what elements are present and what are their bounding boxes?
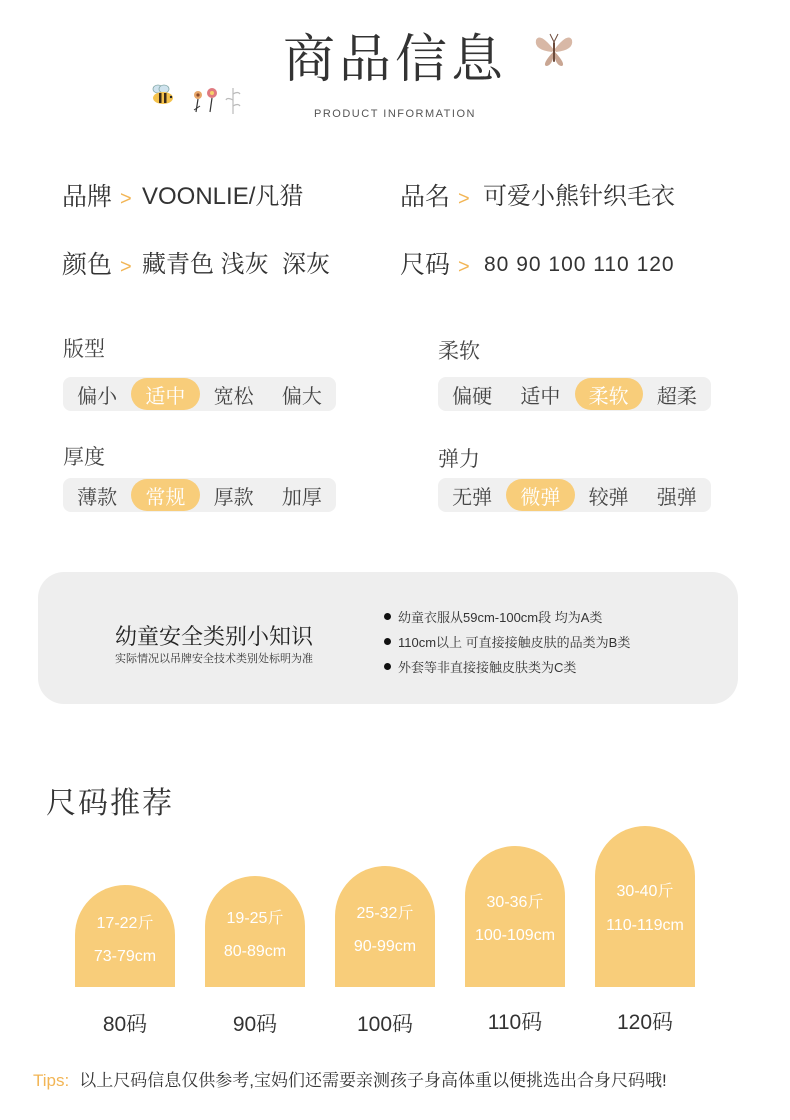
size-height: 73-79cm [93, 948, 157, 965]
attr-title-thickness: 厚度 [63, 446, 105, 469]
page-title: 商品信息 [282, 31, 507, 89]
size-height: 80-89cm [223, 943, 287, 960]
size-weight: 25-32斤 [356, 905, 414, 922]
bee-icon [150, 84, 176, 111]
size-card-120 [595, 826, 695, 987]
size-label: 尺码 [400, 251, 451, 279]
size-label: 100码 [356, 1013, 414, 1036]
color-label: 颜色 [62, 251, 113, 279]
tips-label: Tips: [33, 1071, 70, 1090]
size-height: 100-109cm [474, 927, 556, 944]
color-arrow: > [120, 256, 132, 278]
flower-icon [188, 86, 224, 121]
tips-text: 以上尺码信息仅供参考,宝妈们还需要亲测孩子身高体重以便挑选出合身尺码哦! [79, 1071, 667, 1090]
size-label: 90码 [232, 1013, 278, 1036]
thickness-option-selected[interactable]: 常规 [131, 479, 199, 511]
size-weight: 17-22斤 [96, 915, 154, 932]
softness-option[interactable]: 适中 [520, 385, 561, 408]
softness-selector [438, 377, 711, 411]
list-item [384, 607, 602, 626]
fit-option[interactable]: 偏大 [281, 385, 322, 408]
brand-value: VOONLIE/凡猎 [142, 183, 304, 210]
safety-item-text: 110cm以上 可直接接触皮肤的品类为B类 [398, 635, 631, 650]
name-value: 可爱小熊针织毛衣 [483, 183, 675, 210]
size-arrow: > [458, 256, 470, 278]
brand-label: 品牌 [62, 183, 113, 211]
size-height: 90-99cm [353, 938, 417, 955]
name-arrow: > [458, 188, 470, 210]
elasticity-option-selected[interactable]: 微弹 [506, 479, 574, 511]
tips-note [33, 1066, 667, 1091]
size-label: 110码 [487, 1011, 543, 1034]
safety-knowledge-title: 幼童安全类别小知识 [115, 624, 314, 649]
softness-option-selected[interactable]: 柔软 [575, 378, 643, 410]
safety-item-text: 外套等非直接接触皮肤类为C类 [398, 660, 577, 675]
attr-title-elasticity: 弹力 [438, 448, 480, 471]
attr-title-softness: 柔软 [438, 340, 480, 363]
color-value: 藏青色 浅灰 深灰 [142, 251, 331, 278]
elasticity-option[interactable]: 无弹 [452, 486, 493, 509]
bullet-icon [384, 613, 391, 620]
size-label: 80码 [102, 1013, 148, 1036]
bullet-icon [384, 638, 391, 645]
safety-knowledge-subtitle: 实际情况以吊牌安全技术类别处标明为准 [115, 653, 313, 665]
bullet-icon [384, 663, 391, 670]
thickness-option[interactable]: 薄款 [77, 486, 118, 509]
size-card-110 [465, 846, 565, 987]
size-height: 110-119cm [606, 917, 684, 934]
fit-option[interactable]: 宽松 [213, 385, 254, 408]
attr-title-fit: 版型 [63, 338, 105, 361]
name-label: 品名 [400, 183, 451, 211]
thickness-selector [63, 478, 336, 512]
softness-option[interactable]: 超柔 [656, 385, 697, 408]
butterfly-icon [532, 30, 576, 75]
size-weight: 30-40斤 [616, 883, 674, 900]
thickness-option[interactable]: 加厚 [281, 486, 322, 509]
elasticity-option[interactable]: 强弹 [656, 486, 697, 509]
size-card-80 [75, 885, 175, 987]
size-value: 80 90 100 110 120 [484, 253, 675, 276]
list-item [384, 632, 630, 651]
thickness-option[interactable]: 厚款 [213, 486, 254, 509]
size-label: 120码 [616, 1011, 674, 1034]
page-subtitle: PRODUCT INFORMATION [314, 108, 476, 120]
fit-option[interactable]: 偏小 [77, 385, 118, 408]
brand-arrow: > [120, 188, 132, 210]
size-weight: 19-25斤 [226, 910, 284, 927]
leaf-icon [224, 86, 242, 121]
size-card-100 [335, 866, 435, 987]
fit-option-selected[interactable]: 适中 [131, 378, 199, 410]
fit-selector [63, 377, 336, 411]
size-recommend-heading: 尺码推荐 [46, 787, 174, 820]
elasticity-selector [438, 478, 711, 512]
elasticity-option[interactable]: 较弹 [588, 486, 629, 509]
size-weight: 30-36斤 [486, 894, 544, 911]
softness-option[interactable]: 偏硬 [452, 385, 493, 408]
size-card-90 [205, 876, 305, 987]
list-item [384, 657, 576, 676]
safety-item-text: 幼童衣服从59cm-100cm段 均为A类 [398, 610, 603, 625]
